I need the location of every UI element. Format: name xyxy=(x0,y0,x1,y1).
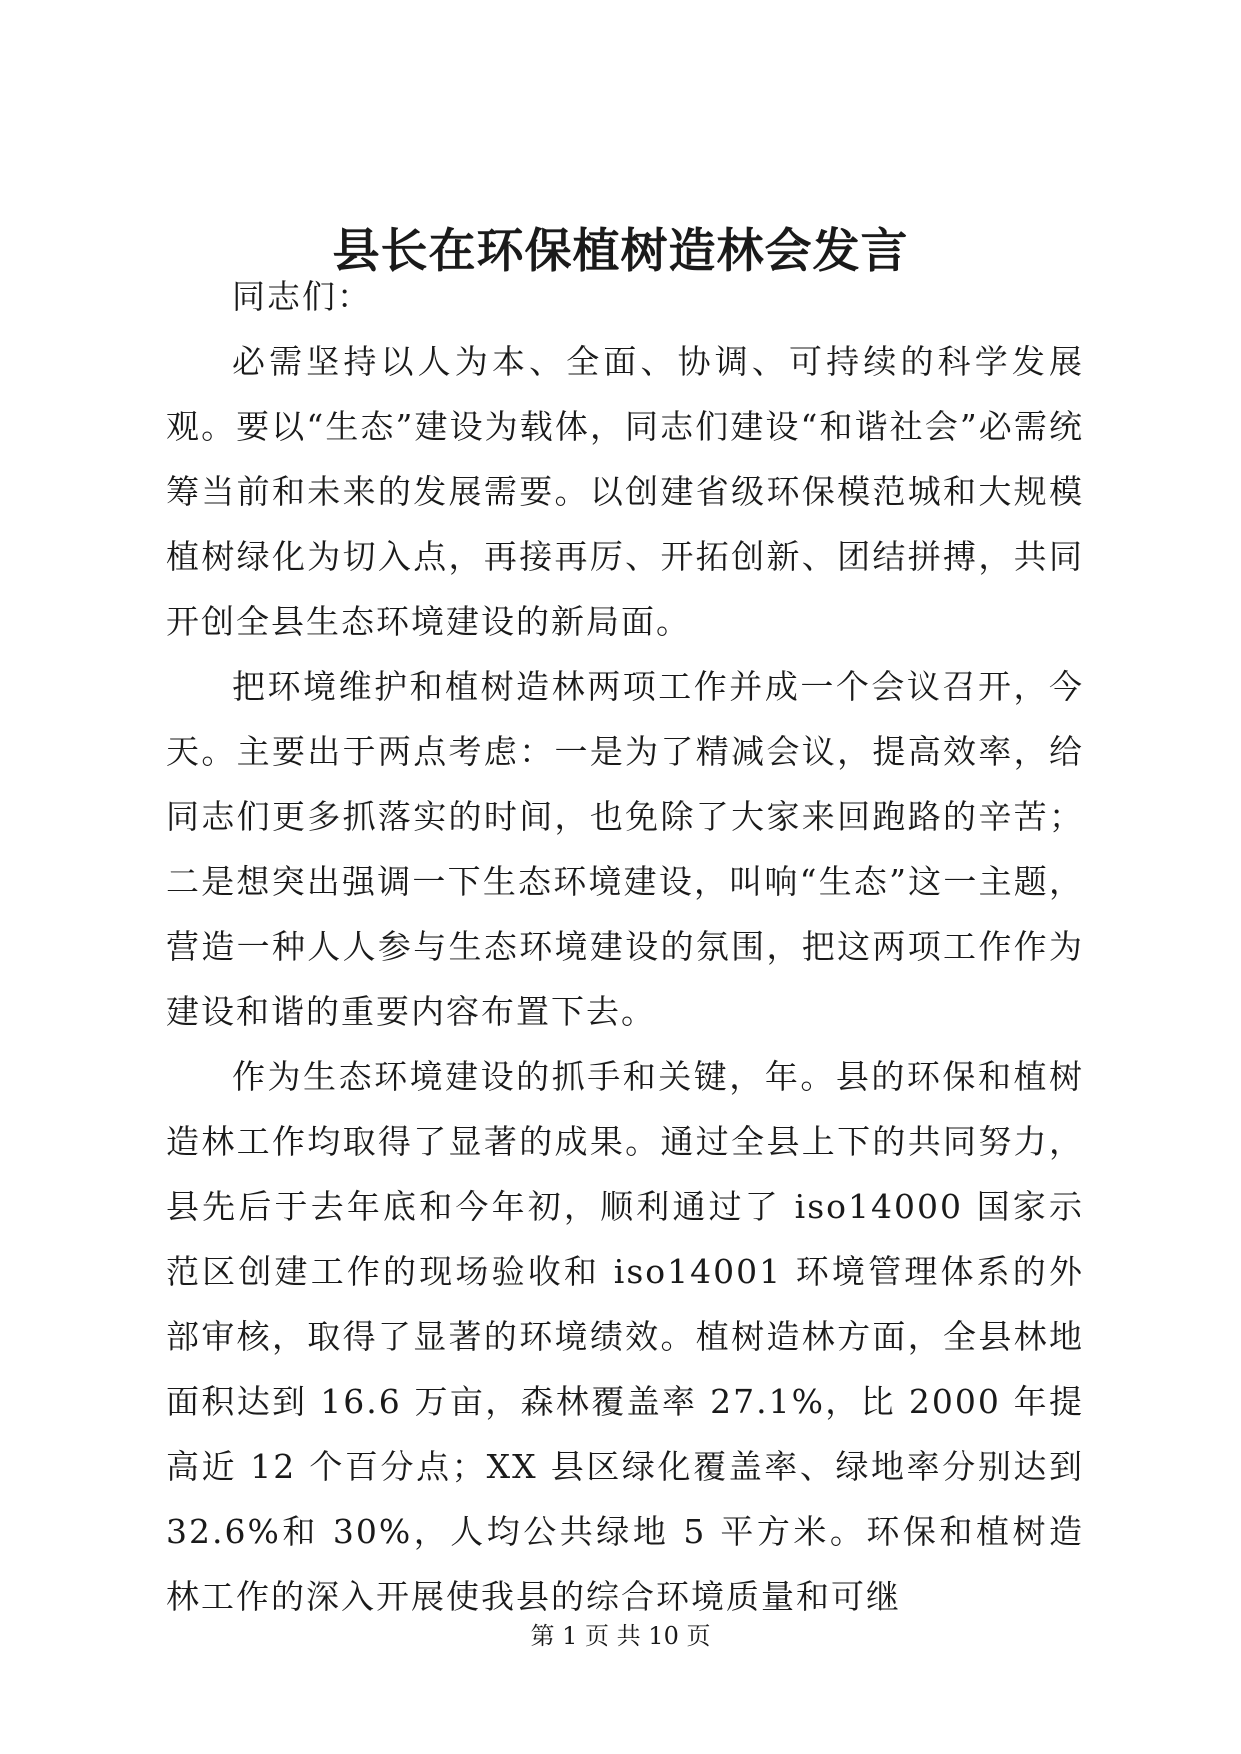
paragraph: 作为生态环境建设的抓手和关键，年。县的环保和植树造林工作均取得了显著的成果。通过全县上下的共同努力，县先后于去年底和今年初，顺利通过了 iso14000 国家示范区创建工作的现场验收和 iso14001 环境管理体系的外部审核，取得了显著的环境绩效。植树造林方面，全县林地面积达到 16.6 万亩，森林覆盖率 27.1%，比 2000 年提高近 12 个百分点；XX 县区绿化覆盖率、绿地率分别达到 32.6%和 30%，人均公共绿地 5 平方米。环保和植树造林工作的深入开展使我县的综合环境质量和可继 xyxy=(166,1057,1084,1616)
paragraph-salutation: 同志们： xyxy=(232,277,372,316)
paragraph: 把环境维护和植树造林两项工作并成一个会议召开，今天。主要出于两点考虑：一是为了精减会议，提高效率，给同志们更多抓落实的时间，也免除了大家来回跑路的辛苦；二是想突出强调一下生态环境建设，叫响“生态”这一主题，营造一种人人参与生态环境建设的氛围，把这两项工作作为建设和谐的重要内容布置下去。 xyxy=(166,667,1084,1031)
document-title: 县长在环保植树造林会发言 xyxy=(332,224,909,279)
page-footer: 第 1 页 共 10 页 xyxy=(530,1622,711,1650)
paragraph: 必需坚持以人为本、全面、协调、可持续的科学发展观。要以“生态”建设为载体，同志们建设“和谐社会”必需统筹当前和未来的发展需要。以创建省级环保模范城和大规模植树绿化为切入点，再接再厉、开拓创新、团结拼搏，共同开创全县生态环境建设的新局面。 xyxy=(166,342,1084,641)
document-body xyxy=(166,264,1084,1629)
